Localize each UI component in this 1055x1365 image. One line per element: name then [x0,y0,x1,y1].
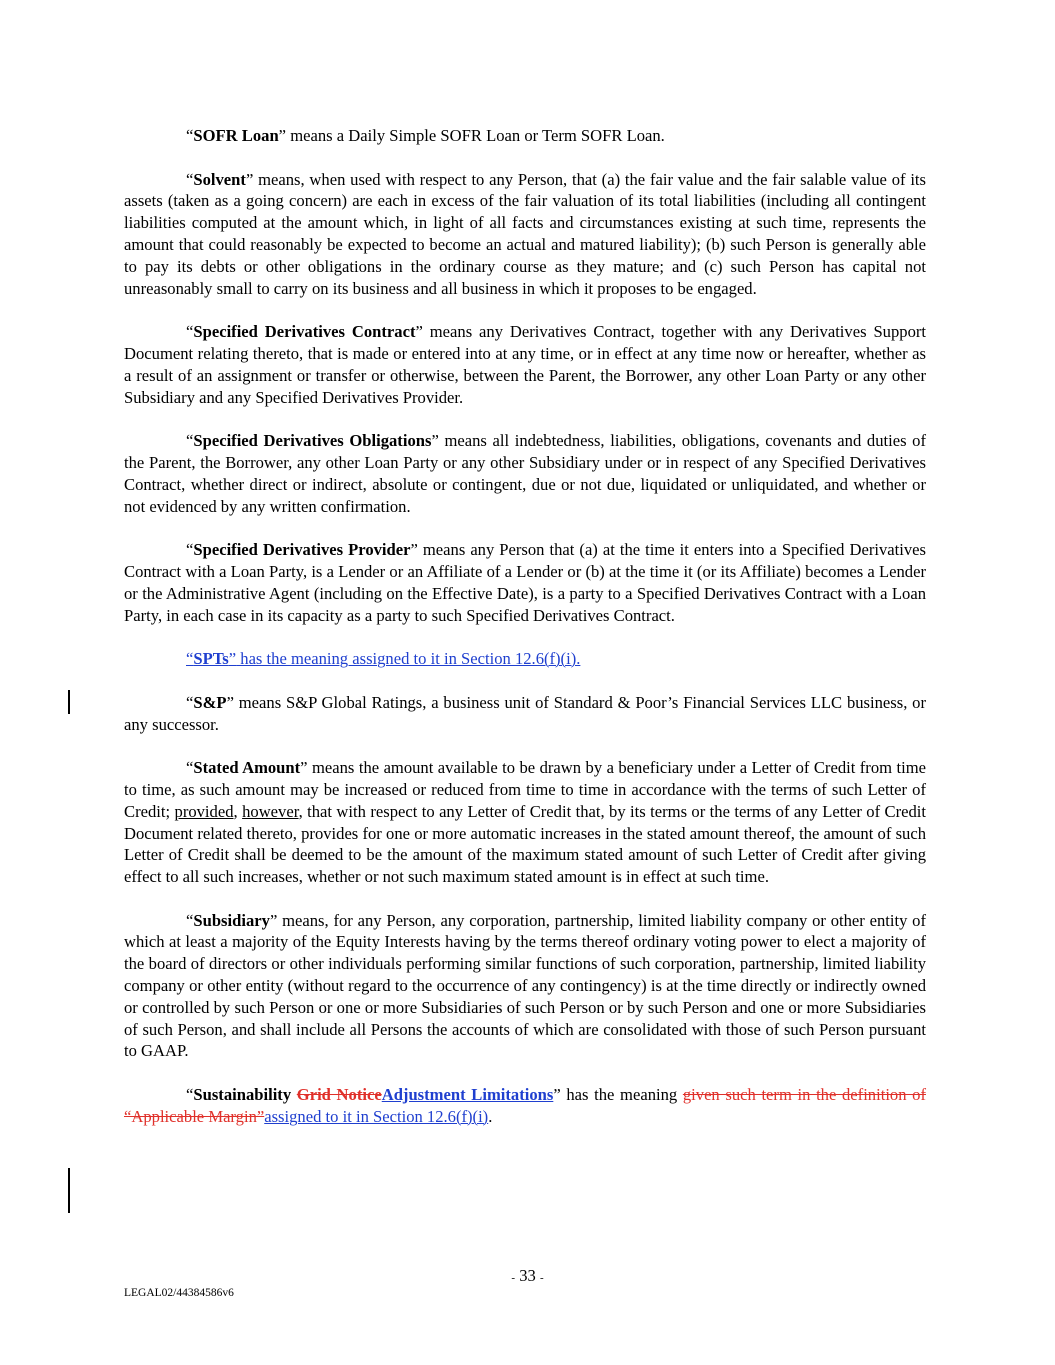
definition-sofr-loan: “SOFR Loan” means a Daily Simple SOFR Loan or Term SOFR Loan. [186,126,665,145]
change-bar [68,1168,70,1213]
defined-term: Specified Derivatives Obligations [193,431,432,451]
definition-specified-derivatives-obligations: “Specified Derivatives Obligations” means all indebtedness, liabilities, obligations, covenants and duties of the Parent, the Borrower, any other Loan Party or any other Subsidiary under or in respect of any Specified Derivatives Contract, whether direct or indirect, absolute or contingent, due or not due, liquidated or unliquidated, and whether or not evidenced by any written confirmation. [124,431,926,516]
definition-solvent: “Solvent” means, when used with respect to any Person, that (a) the fair value and the fair salable value of its assets (taken as a going concern) are each in excess of the fair valuation of its total liabilities (including all contingent liabilities computed at the amount which, in light of all facts and circumstances existing at such time, represents the amount that could reasonably be expected to become an actual and matured liability); (b) such Person is generally able to pay its debts or other obligations in the ordinary course as they mature; and (c) such Person has capital not unreasonably small to carry on its business and all business in which it proposes to be engaged. [124,169,926,298]
definition-sp: “S&P” means S&P Global Ratings, a business unit of Standard & Poor’s Financial Services LLC business, or any successor. [124,692,926,734]
definition-specified-derivatives-provider: “Specified Derivatives Provider” means any Person that (a) at the time it enters into a Specified Derivatives Contract with a Loan Party, is a Lender or an Affiliate of a Lender or (b) at the time it (or its Affiliate) becomes a Lender or the Administrative Agent (including on the Effective Date), is a party to a Specified Derivatives Contract with a Loan Party, in each case in its capacity as a party to such Specified Derivatives Contract. [124,540,926,625]
inserted-term: Adjustment Limitations [381,1085,554,1105]
definition-specified-derivatives-contract: “Specified Derivatives Contract” means any Derivatives Contract, together with any Derivatives Support Document relating thereto, that is made or entered into at any time, or in effect at any time now or hereafter, whether as a result of an assignment or transfer or otherwise, between the Parent, the Borrower, any other Loan Party or any other Subsidiary and any Specified Derivatives Provider. [124,322,926,407]
deleted-text: given such term in the definition of “Applicable Margin” [124,1085,926,1126]
defined-term: Solvent [193,169,246,189]
definition-subsidiary: “Subsidiary” means, for any Person, any corporation, partnership, limited liability company or other entity of which at least a majority of the Equity Interests having by the terms thereof ordinary voting power to elect a majority of the board of directors or other individuals performing similar functions of such corporation, partnership, limited liability company or other entity (without regard to the occurrence of any contingency) is at the time directly or indirectly owned or controlled by such Person or one or more Subsidiaries of such Person or by such Person and one or more Subsidiaries of such Person, and shall include all Persons the accounts of which are consolidated with those of such Person pursuant to GAAP. [124,910,926,1061]
document-body [124,125,926,1149]
inserted-text: assigned to it in Section 12.6(f)(i) [264,1106,489,1126]
definition-sustainability-adjustment-limitations: “Sustainability Grid NoticeAdjustment Limitations” has the meaning given such term in the definition of “Applicable Margin”assigned to it in Section 12.6(f)(i). [124,1085,926,1126]
document-id: LEGAL02/44384586v6 [124,1287,234,1299]
definition-stated-amount: “Stated Amount” means the amount available to be drawn by a beneficiary under a Letter of Credit from time to time, as such amount may be increased or reduced from time to time in accordance with the terms of such Letter of Credit; provided, however, that with respect to any Letter of Credit that, by its terms or the terms of any Letter of Credit Document related thereto, provides for one or more automatic increases in the stated amount thereof, the amount of such Letter of Credit shall be deemed to be the amount of the maximum stated amount of such Letter of Credit after giving effect to all such increases, whether or not such maximum stated amount is in effect at such time. [124,758,927,887]
page-number: - 33 - [511,1266,544,1285]
defined-term: SOFR Loan [193,126,279,145]
defined-term: SPTs [193,649,229,669]
defined-term: Subsidiary [193,910,270,930]
definition-spts-inserted: “SPTs” has the meaning assigned to it in Section 12.6(f)(i). [186,649,581,669]
change-bar [68,690,70,714]
deleted-term: Grid Notice [296,1085,382,1105]
defined-term: Stated Amount [193,758,301,778]
defined-term: Specified Derivatives Provider [193,540,411,560]
defined-term: Specified Derivatives Contract [193,322,416,342]
defined-term: S&P [193,692,227,712]
